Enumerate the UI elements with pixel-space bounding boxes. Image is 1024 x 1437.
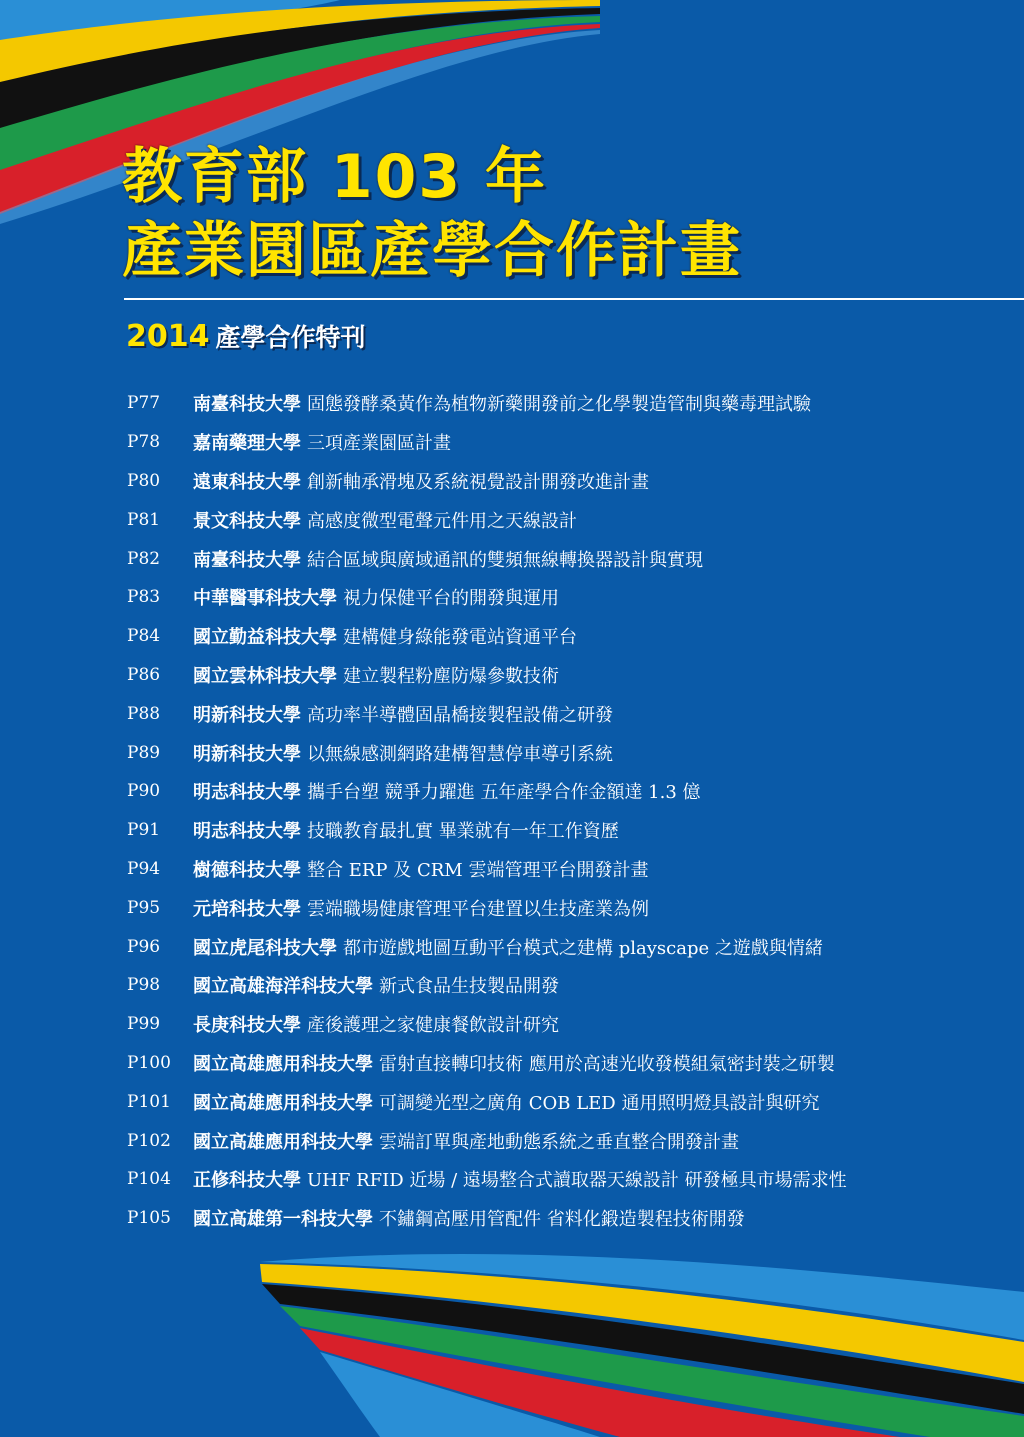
subtitle-text: 產學合作特刊	[215, 323, 366, 352]
toc-school-name: 南臺科技大學	[193, 549, 301, 571]
toc-school-name: 嘉南藥理大學	[193, 433, 301, 455]
toc-entry	[127, 578, 1007, 617]
toc-entry	[127, 656, 1007, 695]
subtitle	[126, 318, 366, 354]
toc-page-number: P83	[127, 587, 161, 608]
toc-page-number: P100	[127, 1052, 171, 1073]
subtitle-year: 2014	[126, 319, 210, 354]
toc-school-name: 國立高雄第一科技大學	[193, 1209, 373, 1231]
table-of-contents	[127, 384, 1007, 1238]
toc-school-name: 景文科技大學	[193, 510, 301, 532]
toc-school-name: 國立高雄應用科技大學	[193, 1092, 373, 1114]
toc-project-title: 新式食品生技製品開發	[379, 976, 559, 998]
toc-page-number: P80	[127, 470, 161, 491]
toc-entry	[127, 384, 1007, 423]
toc-page-number: P104	[127, 1169, 171, 1190]
toc-school-name: 元培科技大學	[193, 898, 301, 920]
toc-page-number: P98	[127, 975, 161, 996]
toc-entry	[127, 888, 1007, 927]
toc-project-title: 可調變光型之廣角 COB LED 通用照明燈具設計與研究	[379, 1092, 820, 1114]
toc-school-name: 國立高雄應用科技大學	[193, 1131, 373, 1153]
toc-project-title: 創新軸承滑塊及系統視覺設計開發改進計畫	[307, 471, 649, 493]
toc-page-number: P99	[127, 1014, 161, 1035]
title-block	[122, 140, 742, 288]
toc-page-number: P95	[127, 897, 161, 918]
toc-page-number: P82	[127, 548, 161, 569]
toc-entry	[127, 1082, 1007, 1121]
toc-page-number: P88	[127, 703, 161, 724]
toc-school-name: 遠東科技大學	[193, 471, 301, 493]
toc-school-name: 國立高雄應用科技大學	[193, 1053, 373, 1075]
toc-school-name: 國立虎尾科技大學	[193, 937, 337, 959]
toc-school-name: 長庚科技大學	[193, 1015, 301, 1037]
toc-project-title: 攜手台塑 競爭力躍進 五年產學合作金額達 1.3 億	[307, 782, 701, 804]
toc-entry	[127, 1160, 1007, 1199]
toc-entry	[127, 1121, 1007, 1160]
toc-entry	[127, 539, 1007, 578]
toc-page-number: P101	[127, 1091, 171, 1112]
toc-project-title: 產後護理之家健康餐飲設計研究	[307, 1015, 559, 1037]
toc-project-title: 結合區域與廣域通訊的雙頻無線轉換器設計與實現	[307, 549, 703, 571]
toc-school-name: 明新科技大學	[193, 704, 301, 726]
toc-page-number: P84	[127, 626, 161, 647]
toc-project-title: 固態發酵桑黃作為植物新藥開發前之化學製造管制與藥毒理試驗	[307, 394, 811, 416]
toc-page-number: P102	[127, 1130, 171, 1151]
toc-entry	[127, 966, 1007, 1005]
toc-project-title: 整合 ERP 及 CRM 雲端管理平台開發計畫	[307, 859, 649, 881]
toc-project-title: 都市遊戲地圖互動平台模式之建構 playscape 之遊戲與情緒	[343, 937, 823, 959]
toc-page-number: P78	[127, 432, 161, 453]
toc-page-number: P86	[127, 664, 161, 685]
toc-entry	[127, 927, 1007, 966]
toc-page-number: P81	[127, 509, 161, 530]
toc-school-name: 國立高雄海洋科技大學	[193, 976, 373, 998]
toc-school-name: 明新科技大學	[193, 743, 301, 765]
toc-project-title: 三項產業園區計畫	[307, 433, 451, 455]
toc-project-title: 雲端職場健康管理平台建置以生技產業為例	[307, 898, 649, 920]
toc-project-title: 技職教育最扎實 畢業就有一年工作資歷	[307, 821, 619, 843]
toc-page-number: P77	[127, 393, 161, 414]
toc-project-title: UHF RFID 近場 / 遠場整合式讀取器天線設計 研發極具市場需求性	[307, 1170, 847, 1192]
toc-school-name: 正修科技大學	[193, 1170, 301, 1192]
toc-project-title: 雲端訂單與產地動態系統之垂直整合開發計畫	[379, 1131, 739, 1153]
toc-project-title: 建立製程粉塵防爆參數技術	[343, 665, 559, 687]
toc-entry	[127, 850, 1007, 889]
toc-entry	[127, 811, 1007, 850]
toc-page-number: P90	[127, 781, 161, 802]
title-line-2: 產業園區產學合作計畫	[122, 216, 742, 286]
toc-project-title: 高感度微型電聲元件用之天線設計	[307, 510, 577, 532]
toc-project-title: 雷射直接轉印技術 應用於高速光收發模組氣密封裝之研製	[379, 1053, 835, 1075]
toc-school-name: 國立雲林科技大學	[193, 665, 337, 687]
toc-entry	[127, 1199, 1007, 1238]
title-divider	[124, 298, 1024, 300]
toc-project-title: 視力保健平台的開發與運用	[343, 588, 559, 610]
toc-school-name: 國立勤益科技大學	[193, 627, 337, 649]
toc-entry	[127, 733, 1007, 772]
toc-school-name: 南臺科技大學	[193, 394, 301, 416]
toc-entry	[127, 1005, 1007, 1044]
toc-page-number: P91	[127, 820, 161, 841]
toc-entry	[127, 772, 1007, 811]
toc-school-name: 明志科技大學	[193, 782, 301, 804]
toc-project-title: 高功率半導體固晶橋接製程設備之研發	[307, 704, 613, 726]
toc-entry	[127, 423, 1007, 462]
toc-entry	[127, 694, 1007, 733]
toc-entry	[127, 1044, 1007, 1083]
toc-entry	[127, 500, 1007, 539]
toc-page-number: P105	[127, 1208, 171, 1229]
toc-entry	[127, 617, 1007, 656]
toc-project-title: 不鏽鋼高壓用管配件 省料化鍛造製程技術開發	[379, 1209, 745, 1231]
title-line-1: 教育部 103 年	[122, 142, 548, 212]
toc-school-name: 明志科技大學	[193, 821, 301, 843]
toc-entry	[127, 462, 1007, 501]
toc-project-title: 以無線感測網路建構智慧停車導引系統	[307, 743, 613, 765]
toc-page-number: P89	[127, 742, 161, 763]
toc-school-name: 中華醫事科技大學	[193, 588, 337, 610]
toc-page-number: P94	[127, 858, 161, 879]
toc-school-name: 樹德科技大學	[193, 859, 301, 881]
toc-project-title: 建構健身綠能發電站資通平台	[343, 627, 577, 649]
toc-page-number: P96	[127, 936, 161, 957]
